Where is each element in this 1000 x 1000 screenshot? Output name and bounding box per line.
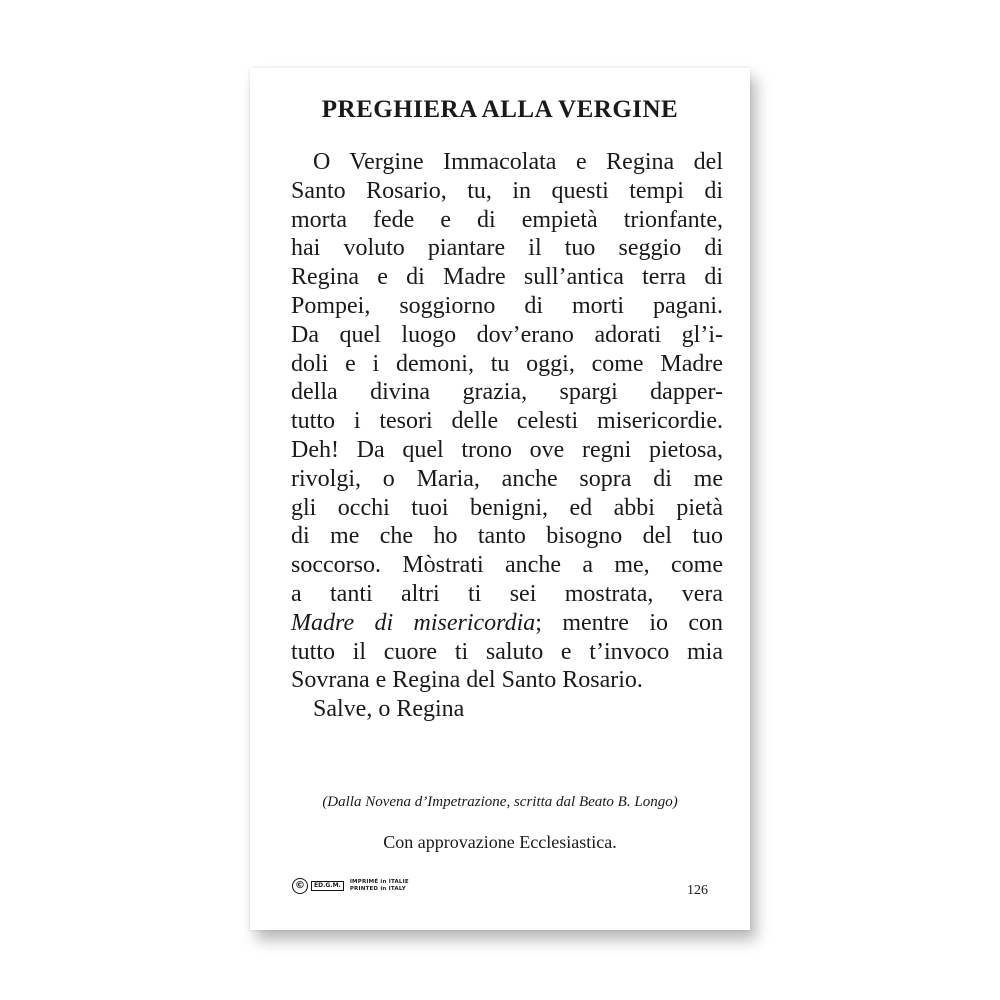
prayer-line: morta fede e di empietà trionfante, xyxy=(291,206,723,233)
prayer-line: a tanti altri ti sei mostrata, vera xyxy=(291,580,723,607)
imprint-fr: IMPRIMÉ in ITALIE xyxy=(349,879,409,885)
prayer-line: Da quel luogo dov’erano adorati gl’i- xyxy=(291,321,723,348)
prayer-line: della divina grazia, spargi dapper- xyxy=(291,379,723,406)
prayer-line: soccorso. Mòstrati anche a me, come xyxy=(291,552,723,579)
prayer-line: Deh! Da quel trono ove regni pietosa, xyxy=(291,436,723,463)
prayer-line: Pompei, soggiorno di morti pagani. xyxy=(291,292,723,319)
prayer-line: Regina e di Madre sull’antica terra di xyxy=(291,264,723,291)
publisher-logo: ED.G.M. xyxy=(311,881,344,891)
prayer-line-italic xyxy=(291,609,723,638)
copyright-icon: © xyxy=(292,878,308,894)
imprint-text xyxy=(350,879,409,893)
prayer-line: hai voluto piantare il tuo seggio di xyxy=(291,235,723,262)
prayer-line: tutto il cuore ti saluto e t’invoco mia xyxy=(291,638,723,665)
imprint-en: PRINTED in ITALY xyxy=(349,886,406,892)
italic-line-rest: ; mentre io con xyxy=(535,609,724,636)
prayer-line: tutto i tesori delle celesti misericordie. xyxy=(291,408,723,435)
prayer-card xyxy=(250,68,750,930)
salve-line: Salve, o Regina xyxy=(313,696,465,723)
prayer-line: Santo Rosario, tu, in questi tempi di xyxy=(291,177,723,204)
prayer-line: doli e i demoni, tu oggi, come Madre xyxy=(291,350,723,377)
publisher-mark xyxy=(292,878,409,894)
prayer-line: gli occhi tuoi benigni, ed abbi pietà xyxy=(291,494,723,521)
italic-phrase: Madre di misericordia xyxy=(291,609,536,636)
source-citation: (Dalla Novena d’Impetrazione, scritta dal Beato B. Longo) xyxy=(322,794,678,810)
prayer-line: Sovrana e Regina del Santo Rosario. xyxy=(291,667,643,694)
prayer-text xyxy=(291,148,723,724)
prayer-title: PREGHIERA ALLA VERGINE xyxy=(321,96,679,123)
prayer-line: rivolgi, o Maria, anche sopra di me xyxy=(291,465,723,492)
prayer-line: di me che ho tanto bisogno del tuo xyxy=(291,523,723,550)
prayer-line: O Vergine Immacolata e Regina del xyxy=(313,149,723,175)
page-number: 126 xyxy=(687,883,708,898)
approval-note: Con approvazione Ecclesiastica. xyxy=(383,832,617,852)
